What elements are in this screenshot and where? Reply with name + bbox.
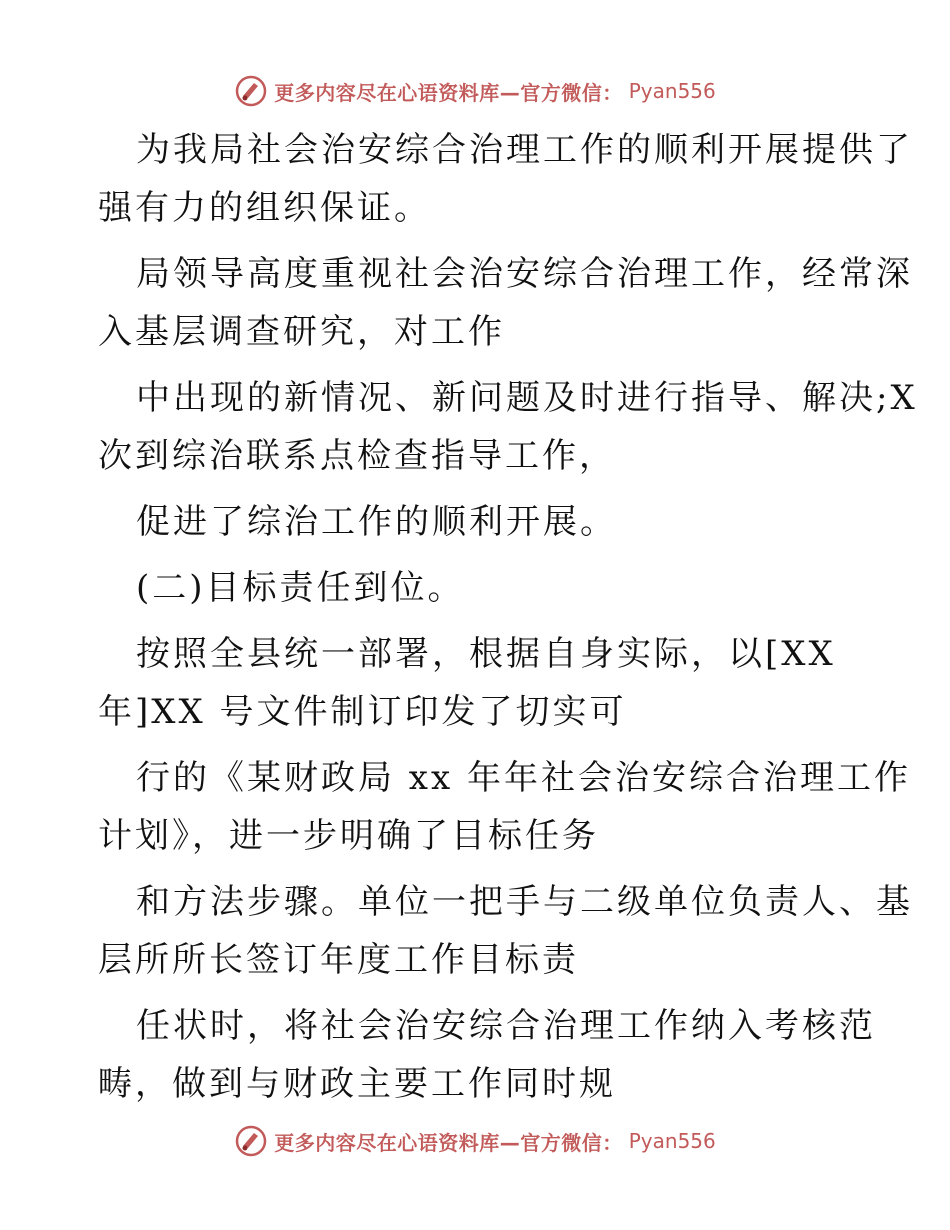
text-line: 按照全县统一部署，根据自身实际，以[XX xyxy=(136,634,836,674)
header-banner-contact: Pyan556 xyxy=(628,79,716,103)
section-heading: (二)目标责任到位。 xyxy=(136,568,465,608)
text-line: 行的《某财政局 xx 年年社会治安综合治理工作 xyxy=(136,758,911,798)
text-line: 为我局社会治安综合治理工作的顺利开展提供了 xyxy=(136,130,913,170)
header-banner-text: 更多内容尽在心语资料库—官方微信： xyxy=(274,80,623,105)
text-line: 计划》，进一步明确了目标任务 xyxy=(98,816,599,856)
text-line: 和方法步骤。单位一把手与二级单位负责人、基 xyxy=(136,882,913,922)
text-line: 促进了综治工作的顺利开展。 xyxy=(136,502,617,542)
footer-banner-text: 更多内容尽在心语资料库—官方微信： xyxy=(274,1130,623,1155)
brand-logo-icon xyxy=(234,74,268,108)
text-line: 中出现的新情况、新问题及时进行指导、解决;X xyxy=(136,378,918,418)
header-banner xyxy=(0,71,950,111)
text-line: 畴，做到与财政主要工作同时规 xyxy=(98,1064,616,1104)
document-body xyxy=(98,121,918,1113)
text-line: 局领导高度重视社会治安综合治理工作，经常深 xyxy=(136,254,913,294)
text-line: 年]XX 号文件制订印发了切实可 xyxy=(98,692,627,732)
footer-banner xyxy=(0,1121,950,1161)
text-line: 强有力的组织保证。 xyxy=(98,188,431,228)
text-line: 层所所长签订年度工作目标责 xyxy=(98,940,579,980)
text-line: 入基层调查研究，对工作 xyxy=(98,312,505,352)
text-line: 次到综治联系点检查指导工作， xyxy=(98,436,616,476)
text-line: 任状时，将社会治安综合治理工作纳入考核范 xyxy=(136,1006,876,1046)
brand-logo-icon xyxy=(234,1124,268,1158)
footer-banner-contact: Pyan556 xyxy=(628,1129,716,1153)
